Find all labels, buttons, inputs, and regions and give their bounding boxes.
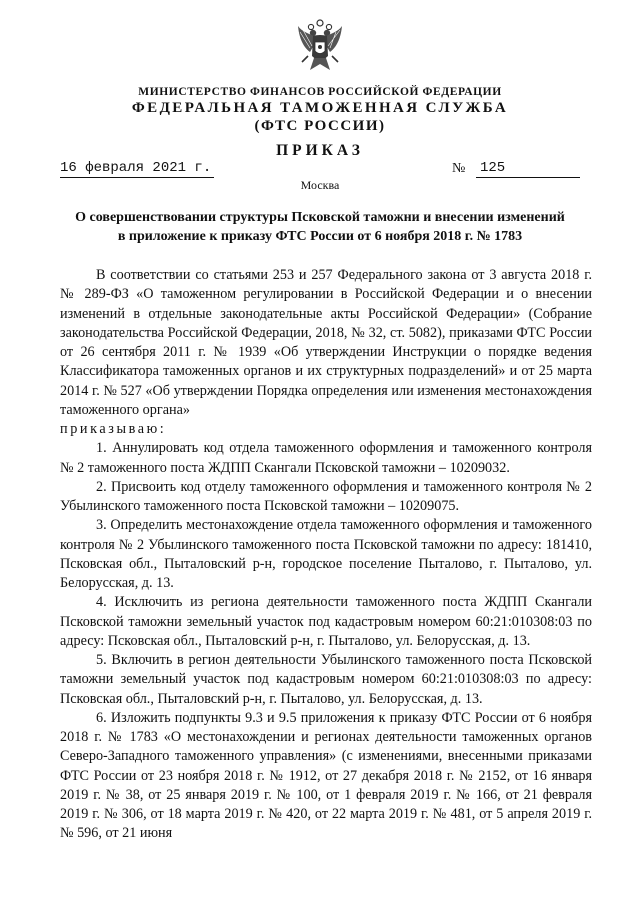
item-5: 5. Включить в регион деятельности Убылинского таможенного поста Псковской таможни земельный участок под кадастровым номером 60:21:010308:03 по адресу: Псковская обл., Пыталовский р-н, г. Пыталово, ул. Белорусская, д. 13. xyxy=(60,652,592,707)
service-name: ФЕДЕРАЛЬНАЯ ТАМОЖЕННАЯ СЛУЖБА xyxy=(131,100,509,116)
order-word: приказываю: xyxy=(60,421,167,437)
item-3: 3. Определить местонахождение отдела таможенного оформления и таможенного контроля № 2 Убылинского таможенного поста Псковской таможни по адресу: 181410, Псковская обл., Пыталовский р-н, городское поселение Пыталово, г. Пыталово, ул. Белорусская, д. 13. xyxy=(60,517,592,591)
document-type: ПРИКАЗ xyxy=(276,142,364,159)
item-4: 4. Исключить из региона деятельности таможенного поста ЖДПП Скангали Псковской таможни земельный участок под кадастровым номером 60:21:010308:03 по адресу: Псковская обл., Пыталовский р-н, г. Пыталово, ул. Белорусская, д. 13. xyxy=(60,594,592,649)
ministry-name: МИНИСТЕРСТВО ФИНАНСОВ РОССИЙСКОЙ ФЕДЕРАЦИИ xyxy=(138,86,502,98)
item-1: 1. Аннулировать код отдела таможенного оформления и таможенного контроля № 2 таможенного поста ЖДПП Скангали Псковской таможни – 10209032. xyxy=(60,440,592,476)
service-abbreviation: (ФТС РОССИИ) xyxy=(254,118,386,134)
document-body xyxy=(60,266,592,844)
document-date: 16 февраля 2021 г. xyxy=(60,160,214,178)
intro-paragraph: В соответствии со статьями 253 и 257 Федерального закона от 3 августа 2018 г. № 289-ФЗ «О таможенном регулировании в Российской Федерации и о внесении изменений в отдельные законодательные акты Российской Федерации» (Собрание законодательства Российской Федерации, 2018, № 32, ст. 5082), приказами ФТС России от 26 сентября 2011 г. № 1939 «Об утверждении Инструкции о порядке ведения Классификатора таможенных органов и их структурных подразделений» и от 25 марта 2014 г. № 527 «Об утверждении Порядка определения или изменения местонахождения таможенного органа» xyxy=(60,267,592,418)
number-sign: № xyxy=(452,161,466,176)
title-line-1: О совершенствовании структуры Псковской таможни и внесении изменений xyxy=(75,210,565,225)
document-number: 125 xyxy=(476,160,580,178)
russian-coat-of-arms-icon xyxy=(296,18,344,76)
item-2: 2. Присвоить код отделу таможенного оформления и таможенного контроля № 2 Убылинского таможенного поста Псковской таможни – 10209075. xyxy=(60,478,592,514)
title-line-2: в приложение к приказу ФТС России от 6 ноября 2018 г. № 1783 xyxy=(117,229,523,244)
document-city: Москва xyxy=(300,178,340,192)
item-6: 6. Изложить подпункты 9.3 и 9.5 приложения к приказу ФТС России от 6 ноября 2018 г. № 1783 «О местонахождении и регионах деятельности таможенных органов Северо-Западного таможенного управления» (с изменениями, внесенными приказами ФТС России от 23 ноября 2018 г. № 1912, от 27 декабря 2018 г. № 2152, от 16 января 2019 г. № 38, от 25 января 2019 г. № 100, от 1 февраля 2019 г. № 166, от 21 февраля 2019 г. № 306, от 18 марта 2019 г. № 420, от 22 марта 2019 г. № 481, от 5 апреля 2019 г. № 596, от 21 июня xyxy=(60,709,592,842)
document-title xyxy=(60,208,580,246)
